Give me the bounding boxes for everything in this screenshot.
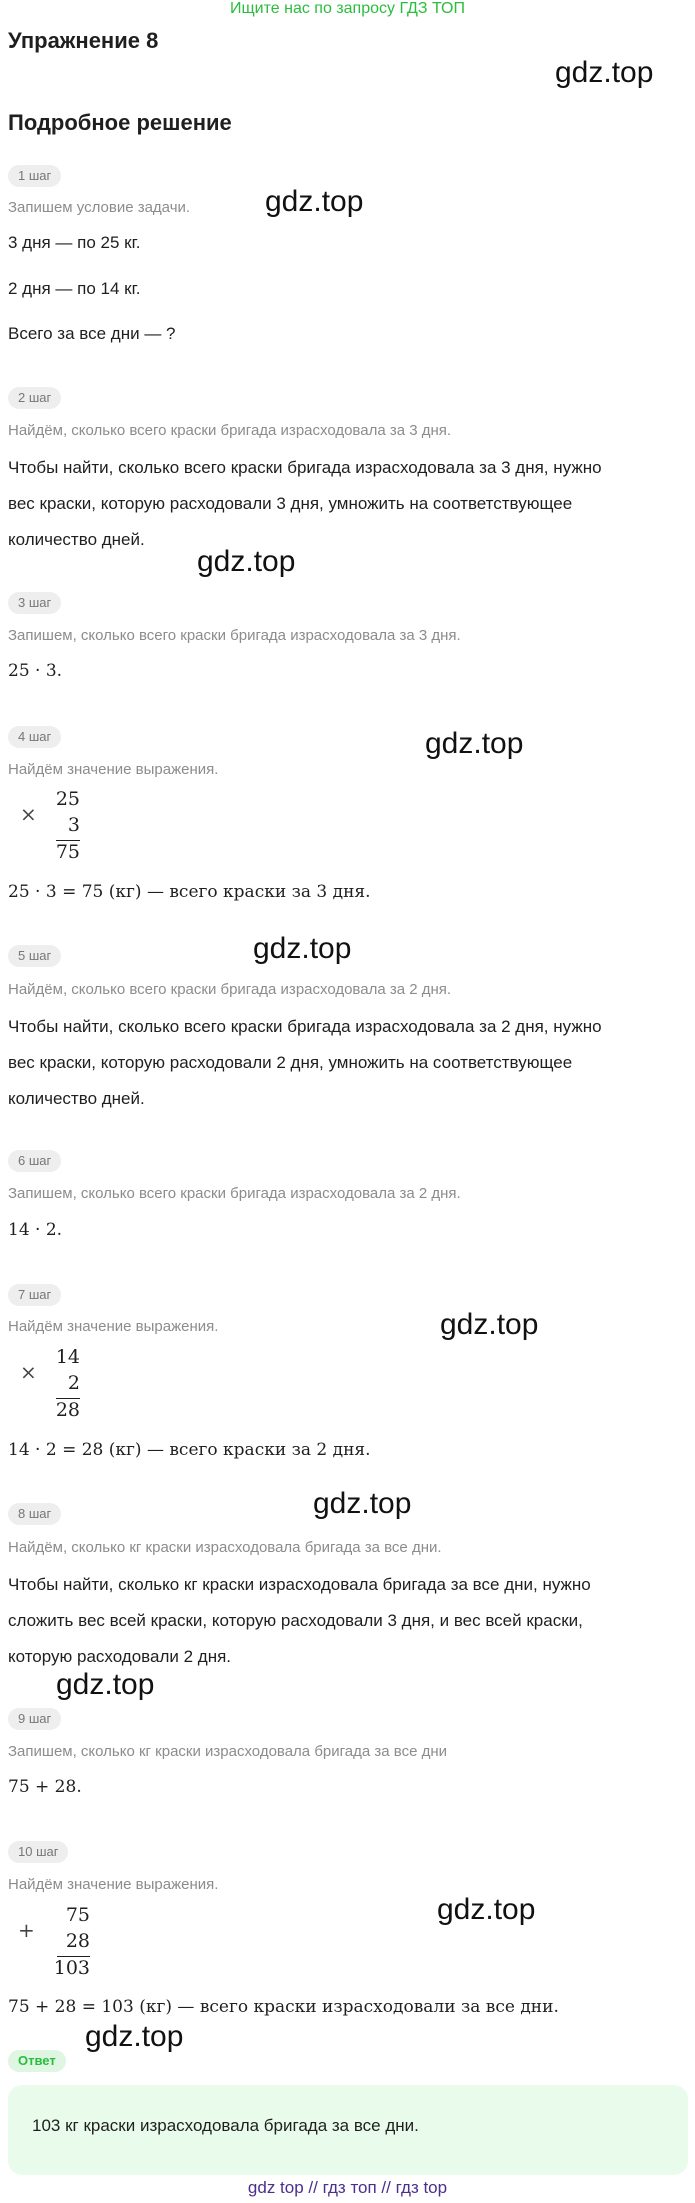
step-badge: 4 шаг [8, 726, 61, 748]
watermark: gdz.top [85, 2020, 184, 2053]
step-badge: 6 шаг [8, 1150, 61, 1172]
column-top: 75 [65, 1904, 90, 1926]
step-badge: 2 шаг [8, 387, 61, 409]
step-line: 75 + 28 = 103 (кг) — всего краски израсходовали за все дни. [8, 1997, 559, 2017]
step-line: 2 дня — по 14 кг. [8, 279, 141, 298]
step-line: количество дней. [8, 530, 145, 549]
step-line: Всего за все дни — ? [8, 324, 176, 343]
column-bottom: 28 [65, 1930, 90, 1952]
watermark: gdz.top [437, 1893, 536, 1926]
column-result: 103 [53, 1957, 90, 1979]
step-line: Чтобы найти, сколько всего краски бригада израсходовала за 2 дня, нужно [8, 1017, 602, 1036]
step-line: Чтобы найти, сколько всего краски бригада израсходовала за 3 дня, нужно [8, 458, 602, 477]
plus-sign: + [18, 1918, 35, 1942]
step-line: Чтобы найти, сколько кг краски израсходовала бригада за все дни, нужно [8, 1575, 591, 1594]
step-note: Запишем, сколько кг краски израсходовала бригада за все дни [8, 1743, 447, 1760]
watermark: gdz.top [313, 1487, 412, 1520]
footer-links[interactable]: gdz top // гдз топ // гдз top [247, 2178, 448, 2197]
column-top: 25 [55, 788, 80, 810]
step-expression: 25 · 3. [8, 661, 63, 681]
step-line: вес краски, которую расходовали 3 дня, умножить на соответствующее [8, 494, 573, 513]
step-badge: 9 шаг [8, 1708, 61, 1730]
watermark: gdz.top [440, 1308, 539, 1341]
column-result: 75 [55, 841, 80, 863]
step-expression: 75 + 28. [8, 1777, 82, 1797]
step-note: Запишем условие задачи. [8, 199, 191, 216]
column-bottom: 3 [67, 814, 80, 836]
step-note: Найдём, сколько всего краски бригада израсходовала за 3 дня. [8, 422, 452, 439]
step-note: Найдём, сколько кг краски израсходовала бригада за все дни. [8, 1539, 442, 1556]
step-line: количество дней. [8, 1089, 145, 1108]
step-line: 3 дня — по 25 кг. [8, 233, 141, 252]
column-bottom: 2 [67, 1372, 80, 1394]
step-note: Найдём значение выражения. [8, 1318, 219, 1335]
watermark: gdz.top [555, 56, 654, 89]
watermark: gdz.top [56, 1668, 155, 1701]
step-badge: 10 шаг [8, 1841, 68, 1863]
watermark: gdz.top [253, 932, 352, 965]
step-badge: 5 шаг [8, 945, 61, 967]
step-line: вес краски, которую расходовали 2 дня, умножить на соответствующее [8, 1053, 573, 1072]
solution-heading: Подробное решение [8, 110, 232, 135]
step-line: 14 · 2 = 28 (кг) — всего краски за 2 дня. [8, 1440, 371, 1460]
step-note: Запишем, сколько всего краски бригада израсходовала за 2 дня. [8, 1185, 461, 1202]
step-note: Найдём значение выражения. [8, 1876, 219, 1893]
multiply-sign: × [20, 1360, 37, 1384]
step-badge: 7 шаг [8, 1284, 61, 1306]
step-note: Найдём значение выражения. [8, 761, 219, 778]
step-note: Найдём, сколько всего краски бригада израсходовала за 2 дня. [8, 981, 452, 998]
column-result: 28 [55, 1399, 80, 1421]
answer-text: 103 кг краски израсходовала бригада за все дни. [32, 2116, 419, 2135]
multiply-sign: × [20, 802, 37, 826]
answer-badge: Ответ [8, 2050, 66, 2072]
step-line: сложить вес всей краски, которую расходовали 3 дня, и вес всей краски, [8, 1611, 583, 1630]
watermark: gdz.top [197, 545, 296, 578]
column-top: 14 [55, 1346, 80, 1368]
step-expression: 14 · 2. [8, 1220, 63, 1240]
watermark: gdz.top [265, 185, 364, 218]
search-banner: Ищите нас по запросу ГДЗ ТОП [230, 0, 465, 17]
step-badge: 8 шаг [8, 1503, 61, 1525]
step-line: которую расходовали 2 дня. [8, 1647, 232, 1666]
step-note: Запишем, сколько всего краски бригада израсходовала за 3 дня. [8, 627, 461, 644]
step-badge: 3 шаг [8, 592, 61, 614]
step-badge: 1 шаг [8, 165, 61, 187]
watermark: gdz.top [425, 727, 524, 760]
step-line: 25 · 3 = 75 (кг) — всего краски за 3 дня. [8, 882, 371, 902]
page-title: Упражнение 8 [8, 28, 159, 53]
